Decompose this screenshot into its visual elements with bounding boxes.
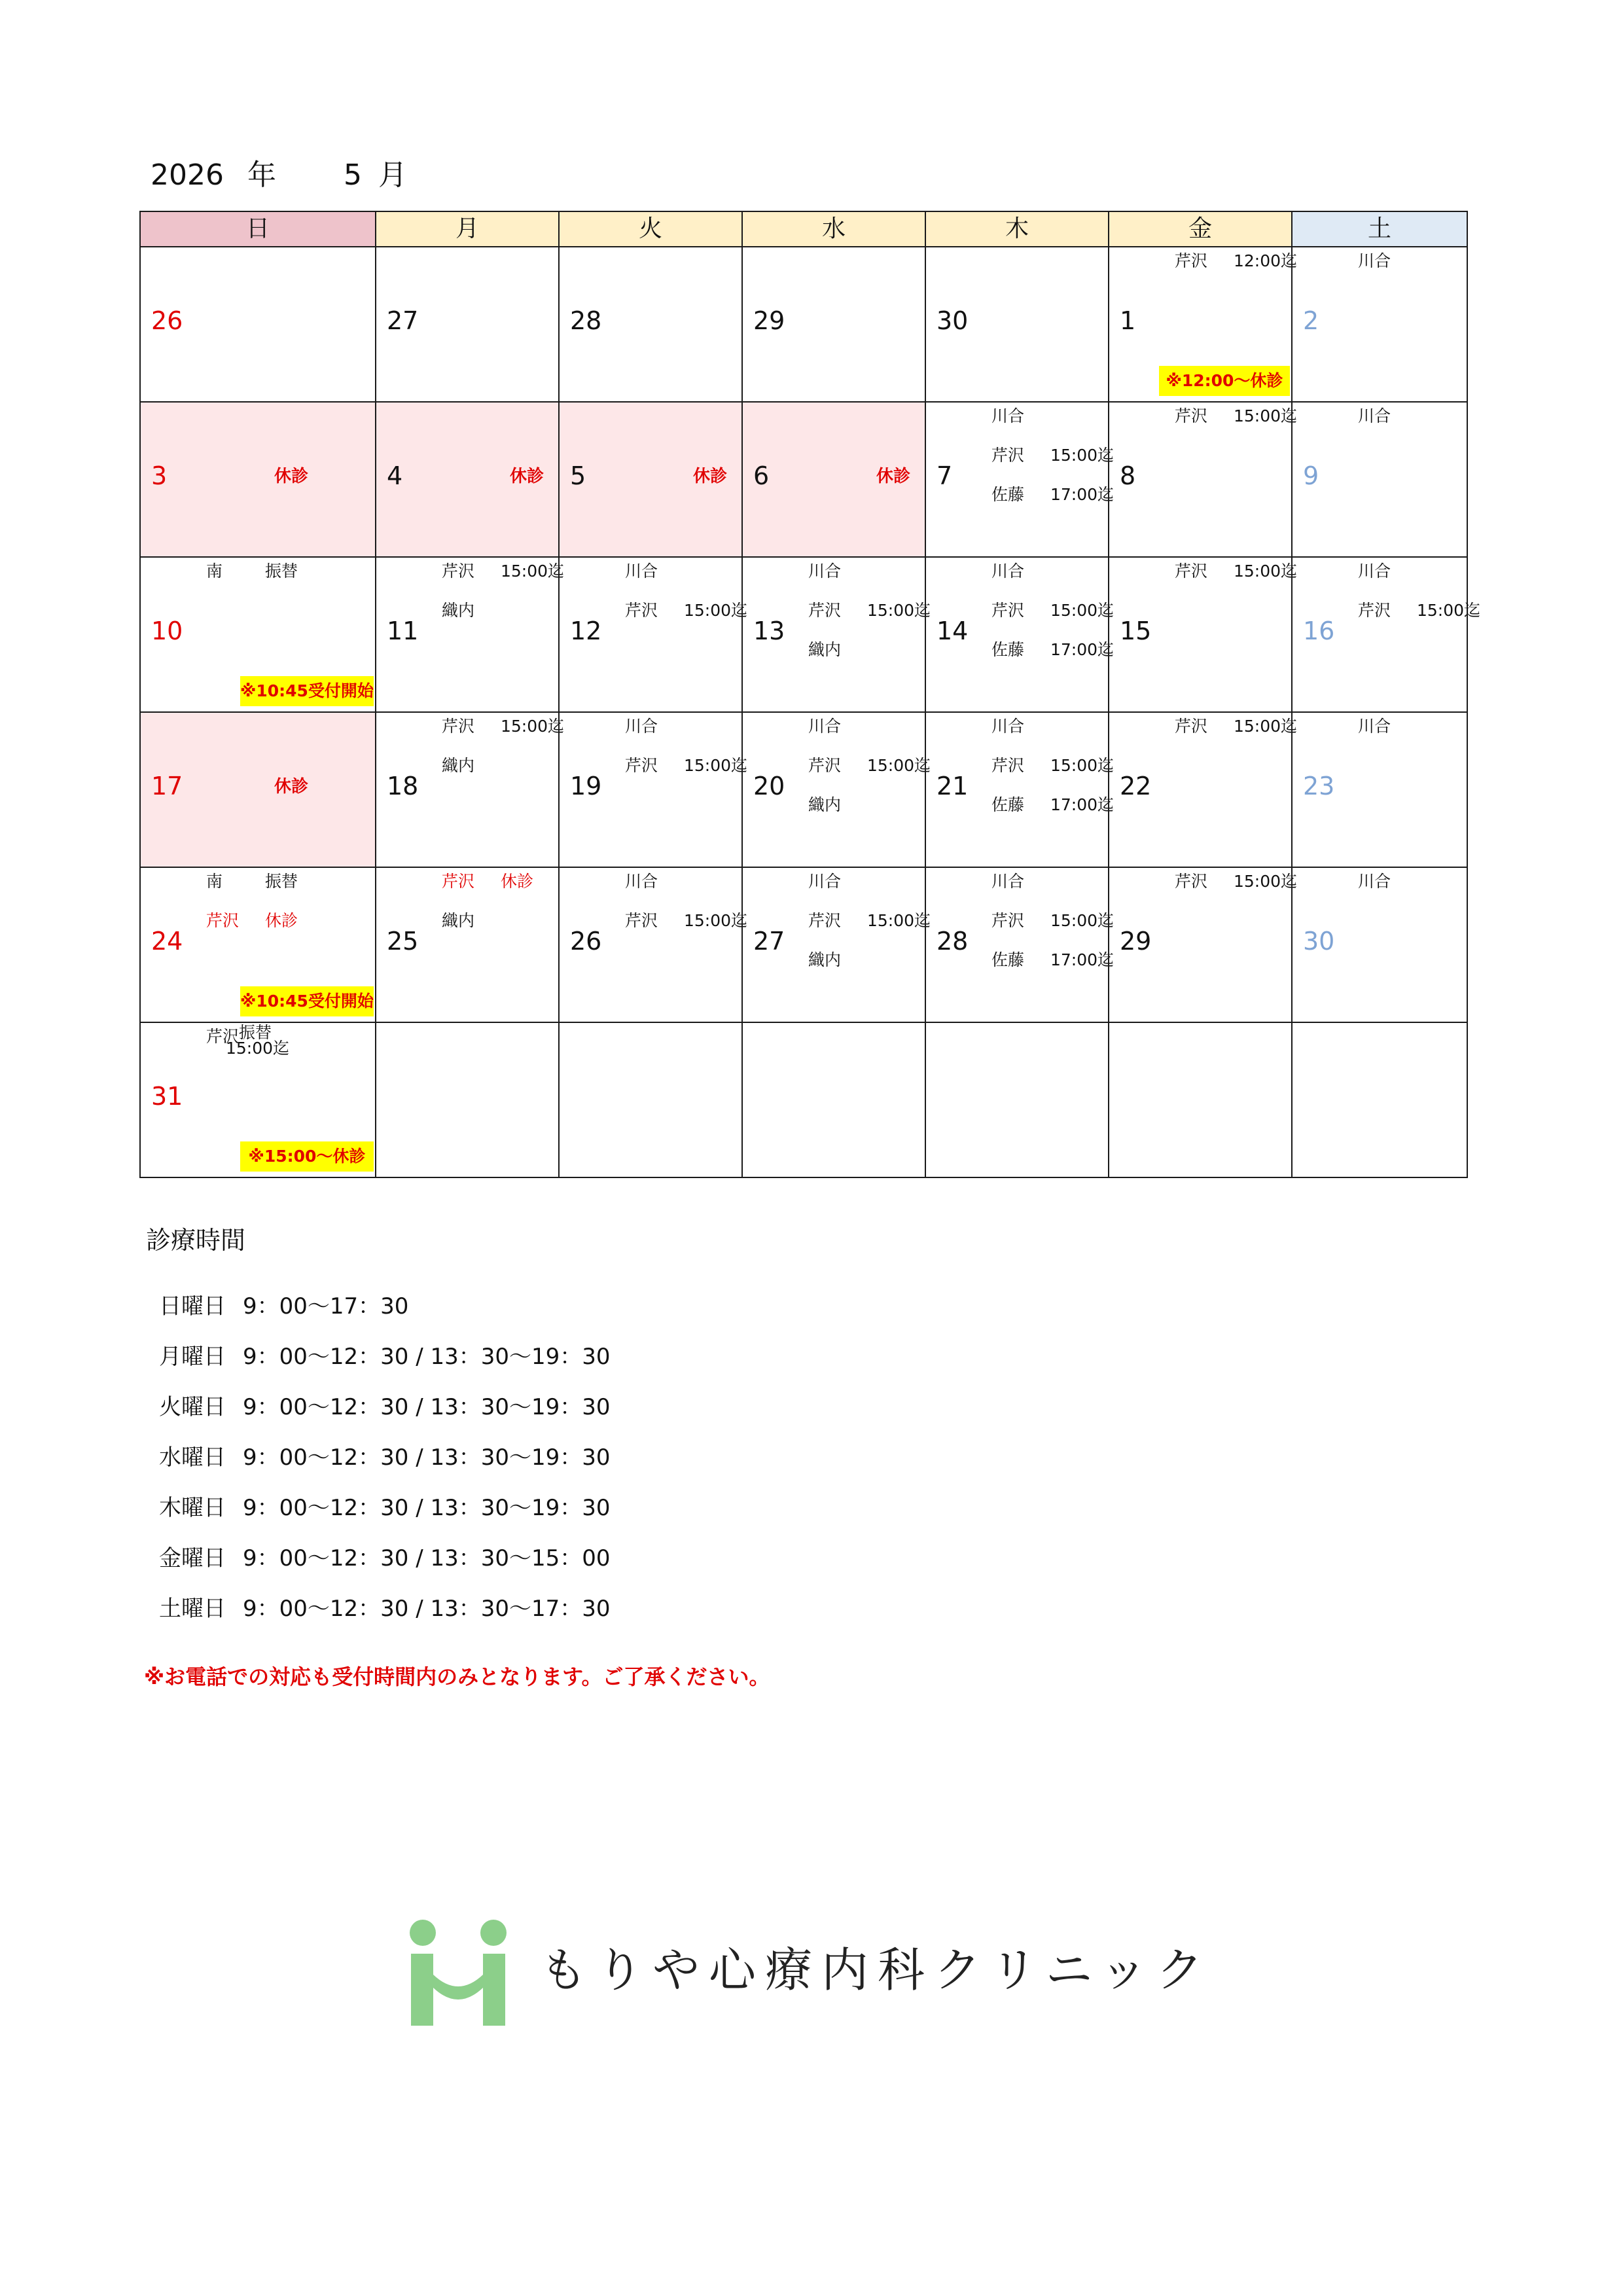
- doctor-note: 15:00迄: [684, 601, 748, 620]
- hours-time: 9：00～12：30 / 13：30～19：30: [243, 1444, 611, 1471]
- calendar-day-cell: [375, 867, 560, 1023]
- day-number: 14: [936, 617, 969, 645]
- closed-label: 休診: [509, 467, 544, 486]
- doctor-note: 芹沢: [442, 872, 475, 891]
- calendar-grid: [139, 211, 1481, 1179]
- day-number: 8: [1120, 461, 1136, 490]
- doctor-note: 織内: [442, 756, 475, 775]
- doctor-note: 川合: [991, 717, 1025, 736]
- doctor-note: 15:00迄: [501, 717, 565, 736]
- doctor-note: 織内: [808, 795, 842, 814]
- doctor-note: 15:00迄: [1234, 717, 1298, 736]
- doctor-note: 芹沢: [206, 1027, 240, 1046]
- doctor-note: 芹沢: [1175, 717, 1208, 736]
- doctor-note: 川合: [1358, 872, 1391, 891]
- doctor-note: 15:00迄: [1234, 872, 1298, 891]
- doctor-note: 織内: [808, 640, 842, 659]
- doctor-note: 南: [206, 562, 223, 581]
- calendar-day-cell: [558, 246, 743, 403]
- calendar-day-cell: [1108, 401, 1298, 558]
- doctor-note: 芹沢: [1175, 562, 1208, 581]
- calendar-year: 2026: [151, 158, 224, 192]
- day-number: 22: [1120, 772, 1152, 800]
- day-number: 6: [753, 461, 770, 490]
- doctor-note: 織内: [442, 601, 475, 620]
- hours-time: 9：00～12：30 / 13：30～19：30: [243, 1344, 611, 1370]
- hours-row: [159, 1393, 611, 1422]
- doctor-note: 15:00迄: [1050, 756, 1115, 775]
- calendar-empty-cell: [558, 1022, 743, 1178]
- doctor-note: 振替: [265, 562, 298, 581]
- doctor-note: 15:00迄: [1050, 911, 1115, 930]
- day-number: 15: [1120, 617, 1152, 645]
- doctor-note: 15:00迄: [684, 911, 748, 930]
- doctor-note: 川合: [991, 872, 1025, 891]
- day-number: 2: [1303, 306, 1319, 335]
- day-number: 18: [387, 772, 419, 800]
- calendar-day-cell: [925, 867, 1115, 1023]
- day-number: 7: [936, 461, 953, 490]
- calendar-day-cell: [1108, 556, 1298, 713]
- weekday-header: 金: [1108, 211, 1293, 247]
- calendar-day-cell: [1291, 711, 1468, 868]
- doctor-note: 芹沢: [625, 756, 658, 775]
- calendar-empty-cell: [1291, 1022, 1468, 1178]
- hours-row: [159, 1292, 408, 1321]
- doctor-note: 芹沢: [442, 562, 475, 581]
- calendar-day-cell: [1108, 867, 1298, 1023]
- hours-time: 9：00～17：30: [243, 1293, 409, 1319]
- day-number: 5: [570, 461, 586, 490]
- schedule-highlight: ※12:00～休診: [1159, 366, 1290, 396]
- doctor-note: 芹沢: [808, 756, 842, 775]
- day-number: 13: [753, 617, 785, 645]
- calendar-empty-cell: [925, 1022, 1109, 1178]
- calendar-day-cell: [1291, 401, 1468, 558]
- calendar-month-unit: 月: [378, 158, 407, 192]
- hours-heading: 診療時間: [146, 1226, 246, 1255]
- doctor-note: 休診: [265, 911, 298, 930]
- doctor-note: 芹沢: [1175, 406, 1208, 425]
- calendar-day-cell: [925, 246, 1109, 403]
- doctor-note: 川合: [1358, 717, 1391, 736]
- calendar-month: 5: [344, 158, 362, 192]
- doctor-note: 川合: [1358, 406, 1391, 425]
- doctor-note: 15:00迄: [867, 601, 931, 620]
- closed-label: 休診: [274, 467, 309, 486]
- schedule-highlight: ※10:45受付開始: [240, 986, 374, 1016]
- doctor-note: 15:00迄: [867, 911, 931, 930]
- doctor-note: 芹沢: [442, 717, 475, 736]
- weekday-header: 水: [741, 211, 926, 247]
- doctor-note: 佐藤: [991, 950, 1025, 969]
- day-number: 28: [570, 306, 602, 335]
- calendar-day-cell: [139, 1022, 376, 1178]
- schedule-highlight: ※15:00～休診: [240, 1141, 374, 1172]
- hours-day: 日曜日: [159, 1293, 226, 1319]
- weekday-header: 木: [925, 211, 1109, 247]
- calendar-day-cell: [139, 711, 376, 868]
- doctor-note: 15:00迄: [684, 756, 748, 775]
- doctor-note: 15:00迄: [1050, 601, 1115, 620]
- calendar-empty-cell: [741, 1022, 926, 1178]
- doctor-note: 川合: [625, 872, 658, 891]
- doctor-note: 芹沢: [808, 601, 842, 620]
- doctor-note: 17:00迄: [1050, 640, 1115, 659]
- doctor-note: 15:00迄: [1417, 601, 1481, 620]
- day-number: 29: [1120, 927, 1152, 956]
- calendar-day-cell: [139, 867, 376, 1023]
- day-number: 29: [753, 306, 785, 335]
- doctor-note: 芹沢: [808, 911, 842, 930]
- calendar-day-cell: [139, 246, 376, 403]
- clinic-logo-icon: [406, 1914, 510, 2026]
- day-number: 25: [387, 927, 419, 956]
- doctor-note: 織内: [442, 911, 475, 930]
- doctor-note: 15:00迄: [226, 1039, 290, 1058]
- calendar-day-cell: [375, 556, 565, 713]
- closed-label: 休診: [274, 777, 309, 797]
- doctor-note: 15:00迄: [1050, 446, 1115, 465]
- day-number: 1: [1120, 306, 1136, 335]
- calendar-day-cell: [925, 711, 1115, 868]
- calendar-day-cell: [375, 246, 560, 403]
- hours-day: 土曜日: [159, 1596, 226, 1622]
- doctor-note: 芹沢: [991, 756, 1025, 775]
- doctor-note: 川合: [1358, 251, 1391, 270]
- doctor-note: 佐藤: [991, 795, 1025, 814]
- hours-day: 木曜日: [159, 1495, 226, 1521]
- hours-time: 9：00～12：30 / 13：30～19：30: [243, 1394, 611, 1420]
- doctor-note: 佐藤: [991, 640, 1025, 659]
- hours-day: 金曜日: [159, 1545, 226, 1571]
- calendar-day-cell: [741, 401, 926, 558]
- calendar-empty-cell: [375, 1022, 560, 1178]
- calendar-day-cell: [1108, 711, 1298, 868]
- calendar-day-cell: [139, 401, 376, 558]
- day-number: 21: [936, 772, 969, 800]
- doctor-note: 17:00迄: [1050, 485, 1115, 504]
- calendar-day-cell: [1291, 246, 1468, 403]
- calendar-day-cell: [558, 556, 748, 713]
- day-number: 11: [387, 617, 419, 645]
- day-number: 4: [387, 461, 403, 490]
- day-number: 31: [151, 1082, 183, 1111]
- hours-day: 月曜日: [159, 1344, 226, 1370]
- calendar-day-cell: [375, 711, 565, 868]
- weekday-header: 月: [375, 211, 560, 247]
- clinic-logo: [406, 1914, 1213, 2026]
- closed-label: 休診: [692, 467, 728, 486]
- day-number: 30: [936, 306, 969, 335]
- doctor-note: 芹沢: [625, 601, 658, 620]
- doctor-note: 15:00迄: [867, 756, 931, 775]
- day-number: 10: [151, 617, 183, 645]
- phone-note: ※お電話での対応も受付時間内のみとなります。ご了承ください。: [144, 1664, 770, 1689]
- doctor-note: 川合: [625, 562, 658, 581]
- doctor-note: 芹沢: [991, 911, 1025, 930]
- day-number: 9: [1303, 461, 1319, 490]
- calendar-day-cell: [925, 401, 1115, 558]
- day-number: 17: [151, 772, 183, 800]
- doctor-note: 振替: [265, 872, 298, 891]
- doctor-note: 芹沢: [206, 911, 240, 930]
- calendar-day-cell: [558, 867, 748, 1023]
- doctor-note: 芹沢: [625, 911, 658, 930]
- day-number: 20: [753, 772, 785, 800]
- doctor-note: 芹沢: [991, 446, 1025, 465]
- day-number: 30: [1303, 927, 1335, 956]
- doctor-note: 佐藤: [991, 485, 1025, 504]
- calendar-year-unit: 年: [247, 158, 276, 192]
- calendar-day-cell: [558, 711, 748, 868]
- doctor-note: 川合: [1358, 562, 1391, 581]
- hours-row: [159, 1544, 611, 1573]
- calendar-day-cell: [1108, 246, 1298, 403]
- weekday-header: 火: [558, 211, 743, 247]
- hours-row: [159, 1443, 611, 1472]
- closed-label: 休診: [876, 467, 911, 486]
- doctor-note: 17:00迄: [1050, 795, 1115, 814]
- doctor-note: 南: [206, 872, 223, 891]
- day-number: 19: [570, 772, 602, 800]
- doctor-note: 15:00迄: [1234, 562, 1298, 581]
- day-number: 12: [570, 617, 602, 645]
- day-number: 23: [1303, 772, 1335, 800]
- hours-time: 9：00～12：30 / 13：30～15：00: [243, 1545, 611, 1571]
- doctor-note: 休診: [501, 872, 534, 891]
- hours-row: [159, 1494, 611, 1522]
- doctor-note: 15:00迄: [501, 562, 565, 581]
- day-number: 24: [151, 927, 183, 956]
- day-number: 16: [1303, 617, 1335, 645]
- weekday-header: 土: [1291, 211, 1468, 247]
- doctor-note: 12:00迄: [1234, 251, 1298, 270]
- clinic-name: もりや心療内科クリニック: [540, 1943, 1213, 1998]
- doctor-note: 17:00迄: [1050, 950, 1115, 969]
- day-number: 27: [753, 927, 785, 956]
- calendar-day-cell: [741, 556, 931, 713]
- calendar-day-cell: [1291, 867, 1468, 1023]
- doctor-note: 川合: [808, 717, 842, 736]
- doctor-note: 川合: [625, 717, 658, 736]
- doctor-note: 芹沢: [1175, 872, 1208, 891]
- weekday-header: 日: [139, 211, 376, 247]
- doctor-note: 川合: [808, 872, 842, 891]
- day-number: 26: [570, 927, 602, 956]
- day-number: 28: [936, 927, 969, 956]
- schedule-highlight: ※10:45受付開始: [240, 676, 374, 706]
- doctor-note: 川合: [991, 406, 1025, 425]
- calendar-day-cell: [741, 867, 931, 1023]
- hours-row: [159, 1594, 611, 1623]
- day-number: 27: [387, 306, 419, 335]
- calendar-day-cell: [925, 556, 1115, 713]
- hours-day: 火曜日: [159, 1394, 226, 1420]
- calendar-day-cell: [741, 711, 931, 868]
- doctor-note: 芹沢: [1358, 601, 1391, 620]
- calendar-day-cell: [139, 556, 376, 713]
- hours-row: [159, 1342, 611, 1371]
- doctor-note: 川合: [808, 562, 842, 581]
- doctor-note: 芹沢: [991, 601, 1025, 620]
- day-number: 26: [151, 306, 183, 335]
- hours-time: 9：00～12：30 / 13：30～17：30: [243, 1596, 611, 1622]
- doctor-note: 川合: [991, 562, 1025, 581]
- doctor-note: 15:00迄: [1234, 406, 1298, 425]
- calendar-day-cell: [1291, 556, 1481, 713]
- doctor-note: 振替: [239, 1023, 272, 1042]
- day-number: 3: [151, 461, 168, 490]
- calendar-day-cell: [558, 401, 743, 558]
- doctor-note: 織内: [808, 950, 842, 969]
- hours-time: 9：00～12：30 / 13：30～19：30: [243, 1495, 611, 1521]
- doctor-note: 芹沢: [1175, 251, 1208, 270]
- calendar-day-cell: [741, 246, 926, 403]
- hours-day: 水曜日: [159, 1444, 226, 1471]
- calendar-empty-cell: [1108, 1022, 1293, 1178]
- calendar-day-cell: [375, 401, 560, 558]
